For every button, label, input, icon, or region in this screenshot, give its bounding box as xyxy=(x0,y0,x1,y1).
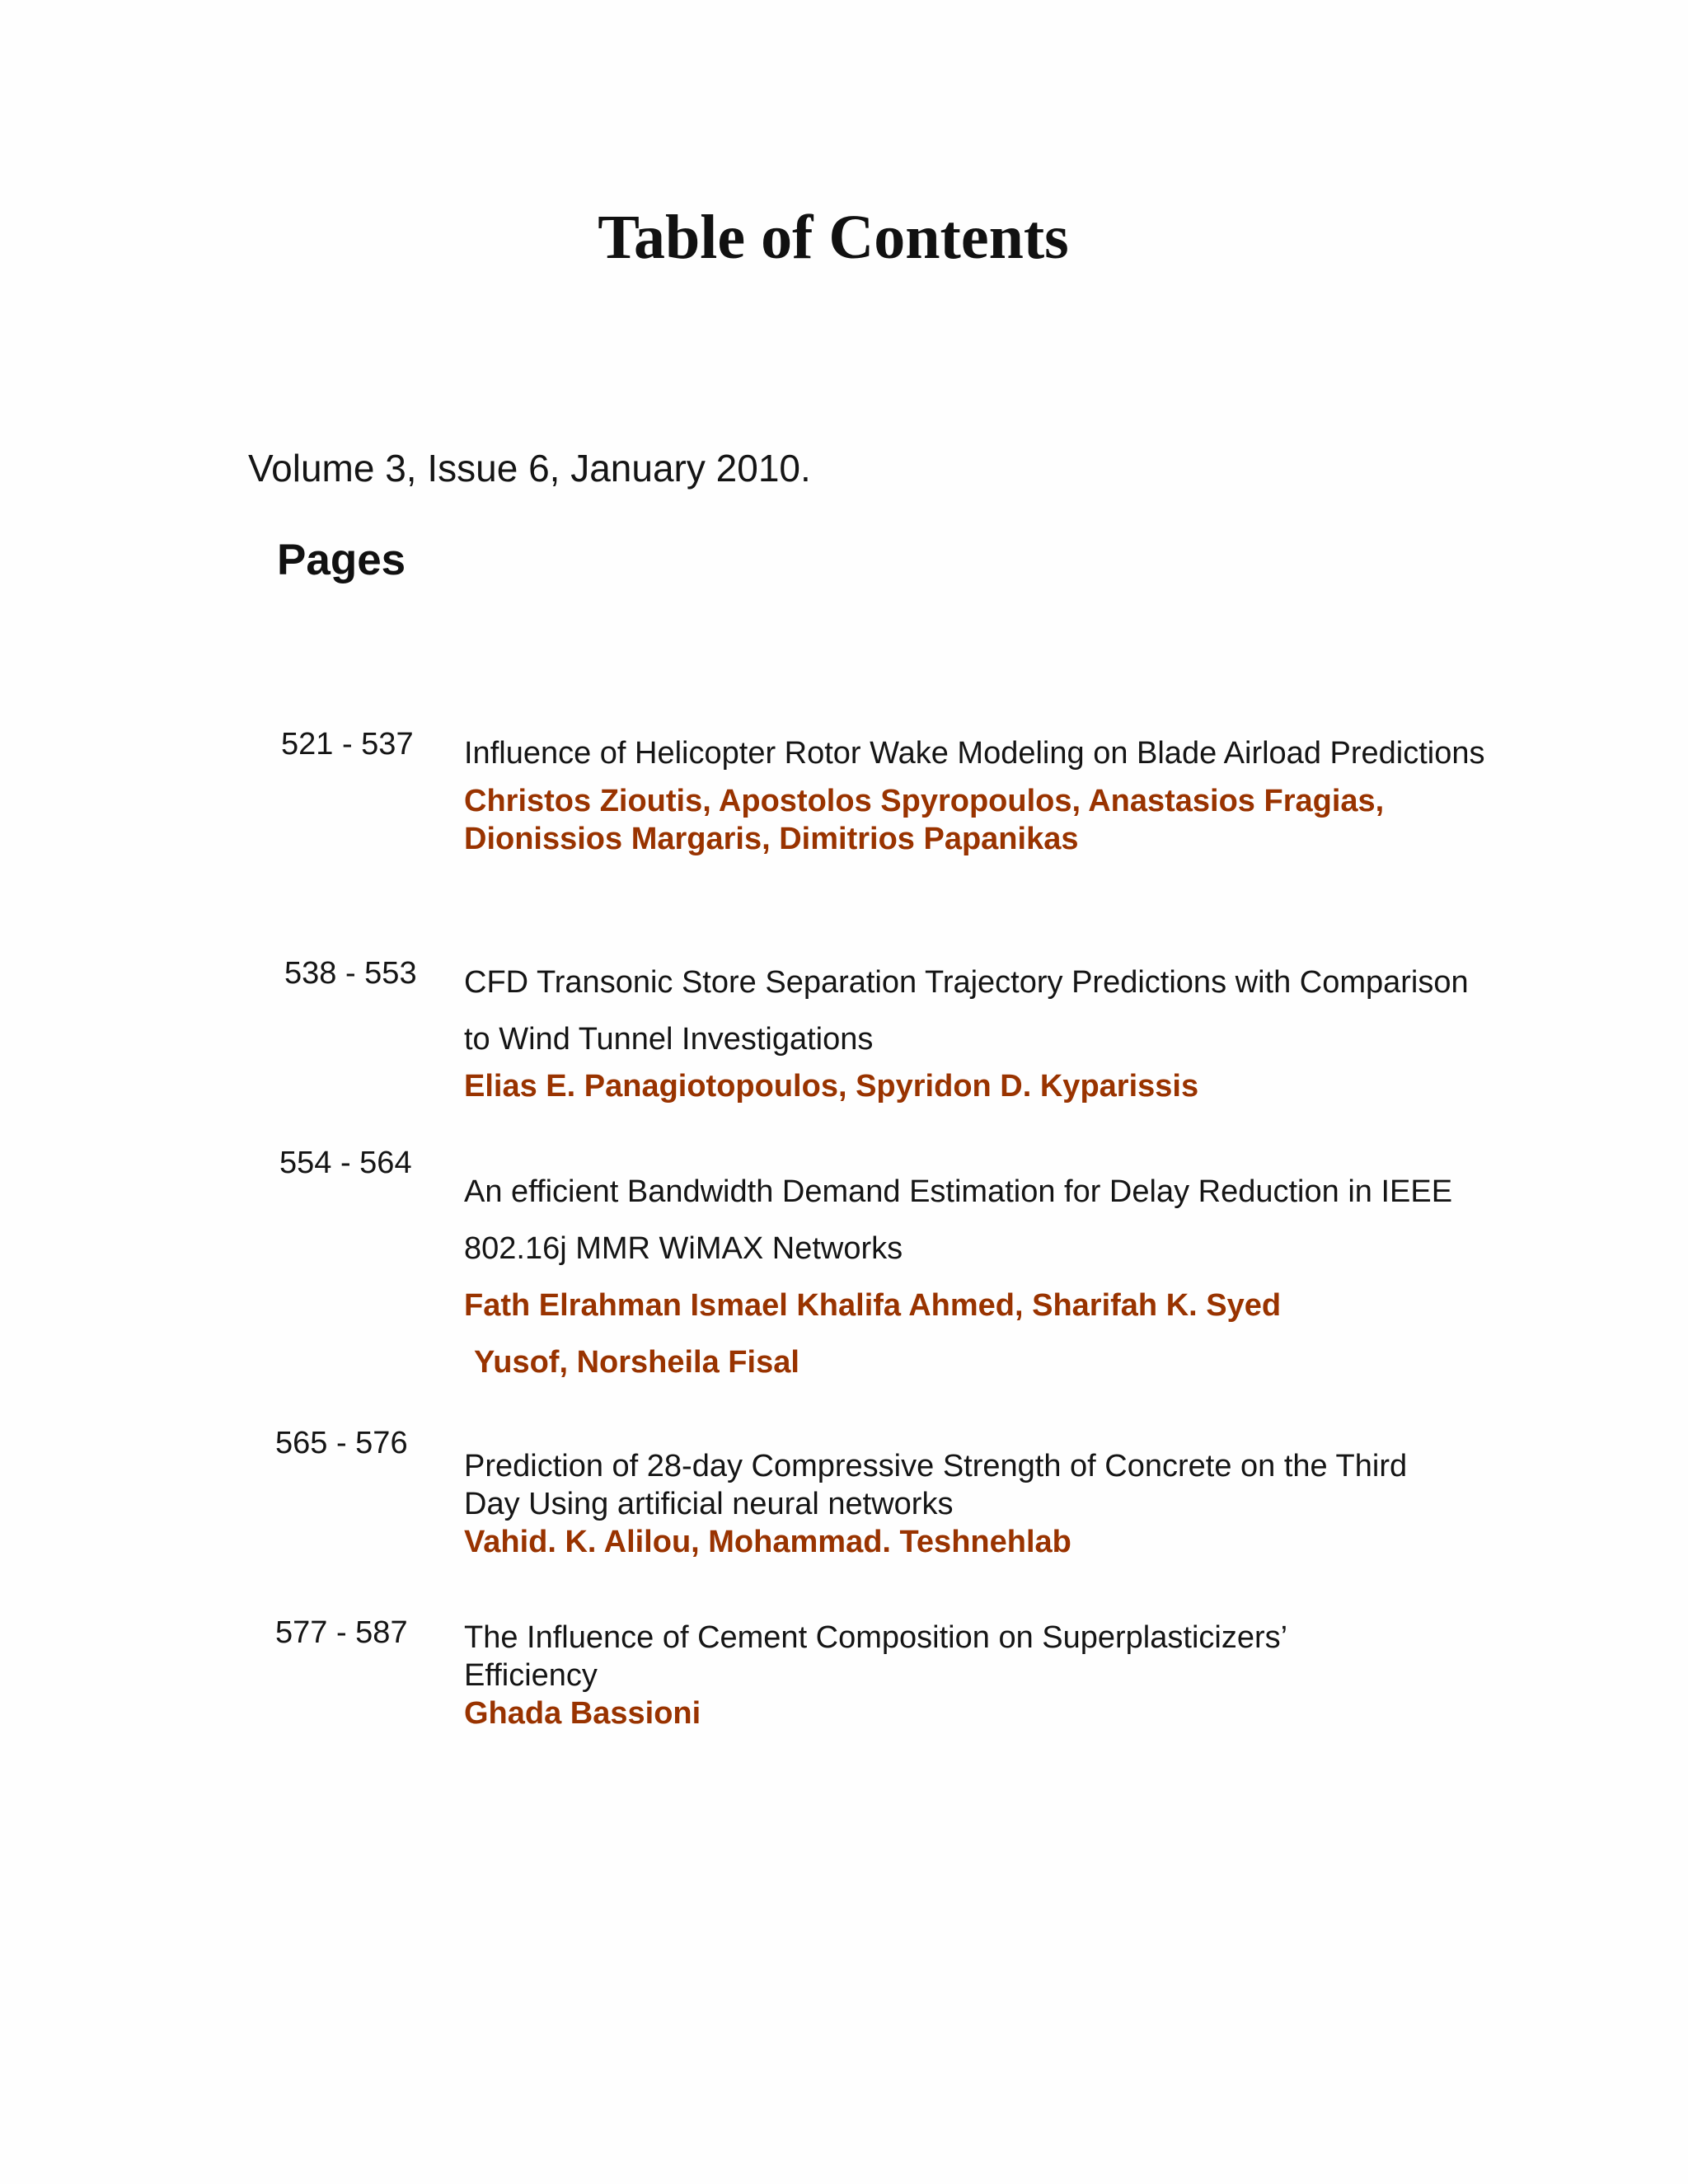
article-page-range: 554 - 564 xyxy=(279,1146,412,1180)
toc-entry xyxy=(464,725,1486,858)
toc-entry xyxy=(464,1619,1379,1732)
toc-entry xyxy=(464,1164,1486,1391)
article-title: CFD Transonic Store Separation Trajectory Predictions with Comparison to Wind Tunnel Investigations xyxy=(464,965,1469,1057)
article-page-range: 521 - 537 xyxy=(281,727,414,762)
article-title: Influence of Helicopter Rotor Wake Modeling on Blade Airload Predictions xyxy=(464,736,1485,771)
article-title: An efficient Bandwidth Demand Estimation for Delay Reduction in IEEE 802.16j MMR WiMAX Networks xyxy=(464,1174,1453,1266)
article-authors: Vahid. K. Alilou, Mohammad. Teshnehlab xyxy=(464,1525,1071,1559)
article-authors: Ghada Bassioni xyxy=(464,1696,701,1731)
article-authors: Fath Elrahman Ismael Khalifa Ahmed, Sharifah K. Syed Yusof, Norsheila Fisal xyxy=(464,1288,1282,1380)
article-page-range: 577 - 587 xyxy=(275,1615,408,1650)
toc-entry xyxy=(464,954,1486,1115)
article-title: Prediction of 28-day Compressive Strength of Concrete on the Third Day Using artificial neural networks xyxy=(464,1449,1408,1521)
article-authors: Christos Zioutis, Apostolos Spyropoulos, Anastasios Fragias, Dionissios Margaris, Dimitrios Papanikas xyxy=(464,784,1385,856)
page-title: Table of Contents xyxy=(598,203,1069,272)
article-title: The Influence of Cement Composition on Superplasticizers’ Efficiency xyxy=(464,1620,1287,1693)
article-page-range: 565 - 576 xyxy=(275,1426,408,1460)
toc-entry xyxy=(464,1447,1437,1561)
article-page-range: 538 - 553 xyxy=(284,956,417,991)
issue-line: Volume 3, Issue 6, January 2010. xyxy=(248,447,811,490)
pages-heading: Pages xyxy=(277,536,406,584)
article-authors: Elias E. Panagiotopoulos, Spyridon D. Kyparissis xyxy=(464,1069,1199,1104)
